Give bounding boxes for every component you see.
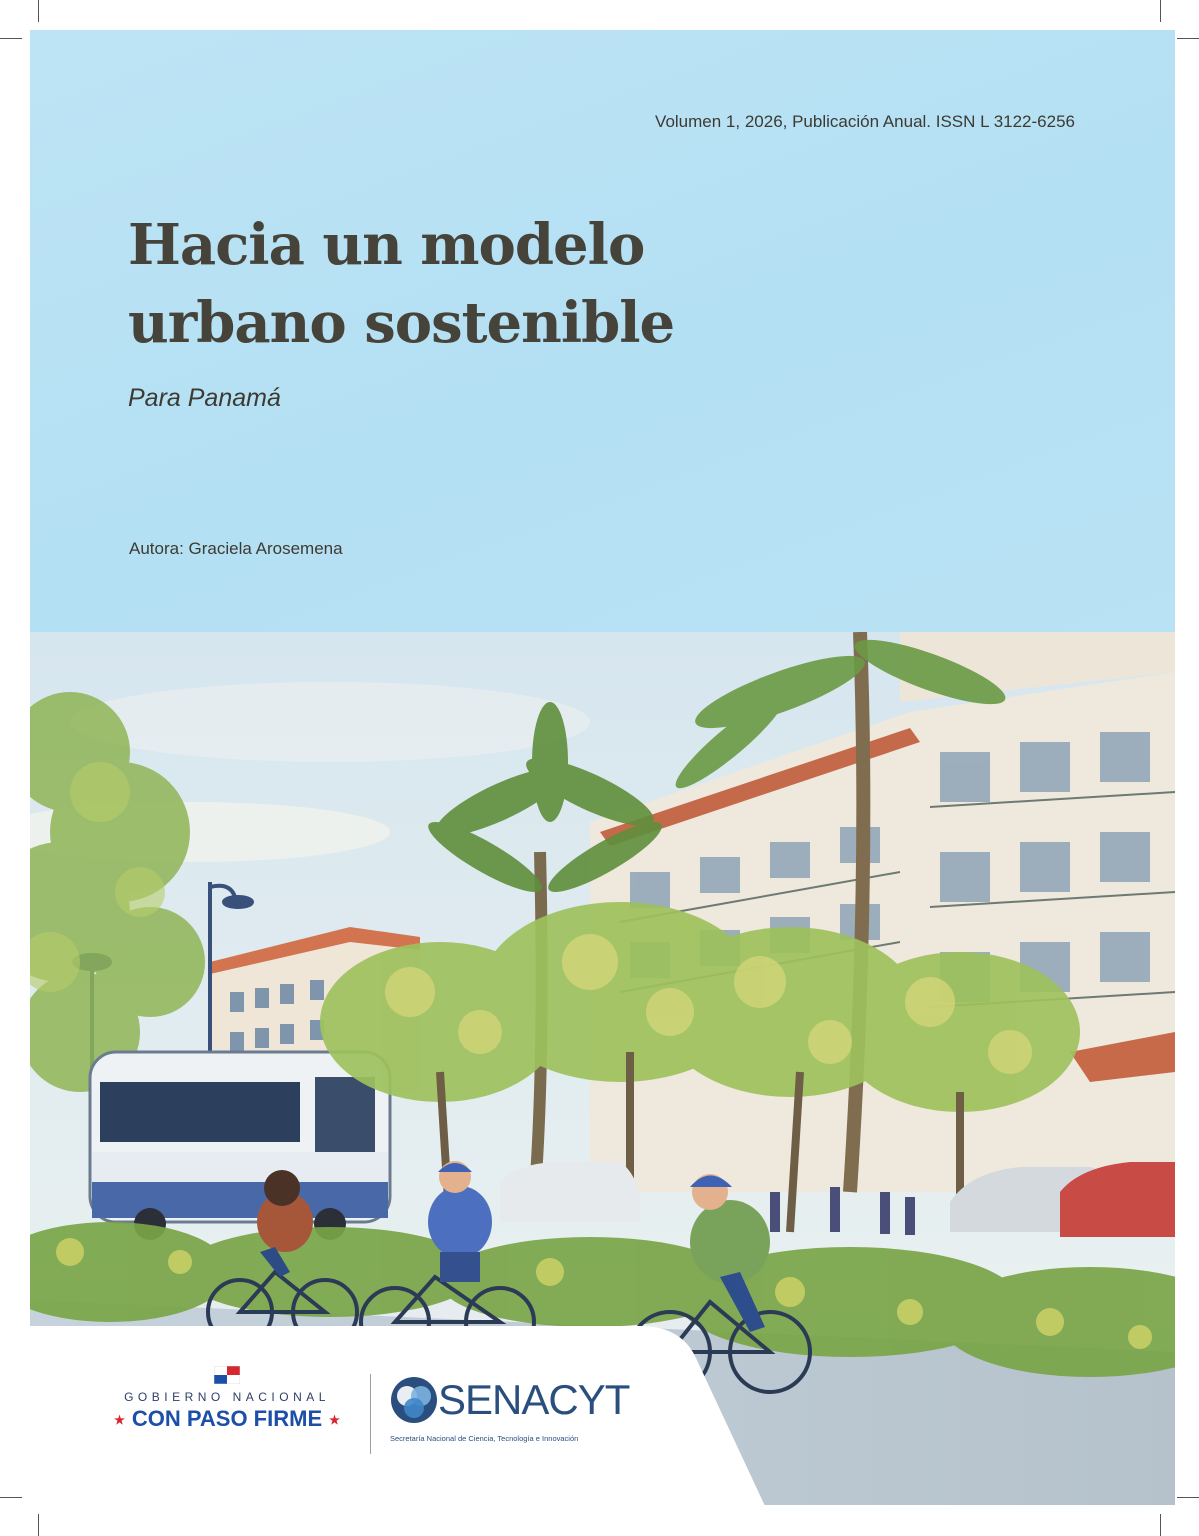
crop-mark [1160,1514,1161,1536]
book-title-line-2: urbano sostenible [128,290,675,356]
gobierno-nacional-logo [92,1366,362,1432]
panama-flag-icon [214,1366,240,1384]
cover-header-panel [30,30,1175,632]
gobierno-nacional-text: GOBIERNO NACIONAL [124,1390,330,1404]
star-icon: ★ [114,1413,125,1428]
crop-mark [1177,38,1199,39]
author-line: Autora: Graciela Arosemena [129,539,343,558]
con-paso-firme-row [92,1406,362,1432]
crop-mark [1160,0,1161,22]
book-title [128,206,928,362]
logo-divider [370,1374,371,1454]
crop-mark [0,38,22,39]
book-subtitle: Para Panamá [128,384,281,412]
crop-mark [38,0,39,22]
crop-mark [38,1514,39,1536]
star-icon: ★ [329,1413,340,1428]
volume-issn-line: Volumen 1, 2026, Publicación Anual. ISSN L 3122-6256 [655,112,1075,131]
senacyt-wordmark: SENACYT [438,1376,630,1423]
book-title-line-1: Hacia un modelo [128,212,645,278]
logo-footer [30,1326,810,1506]
crop-mark [1177,1497,1199,1498]
senacyt-logo [386,1374,686,1454]
senacyt-subtitle: Secretaría Nacional de Ciencia, Tecnología e Innovación [390,1434,579,1443]
senacyt-emblem-icon [388,1374,440,1426]
crop-mark [0,1497,22,1498]
con-paso-firme-text: CON PASO FIRME [131,1406,323,1431]
